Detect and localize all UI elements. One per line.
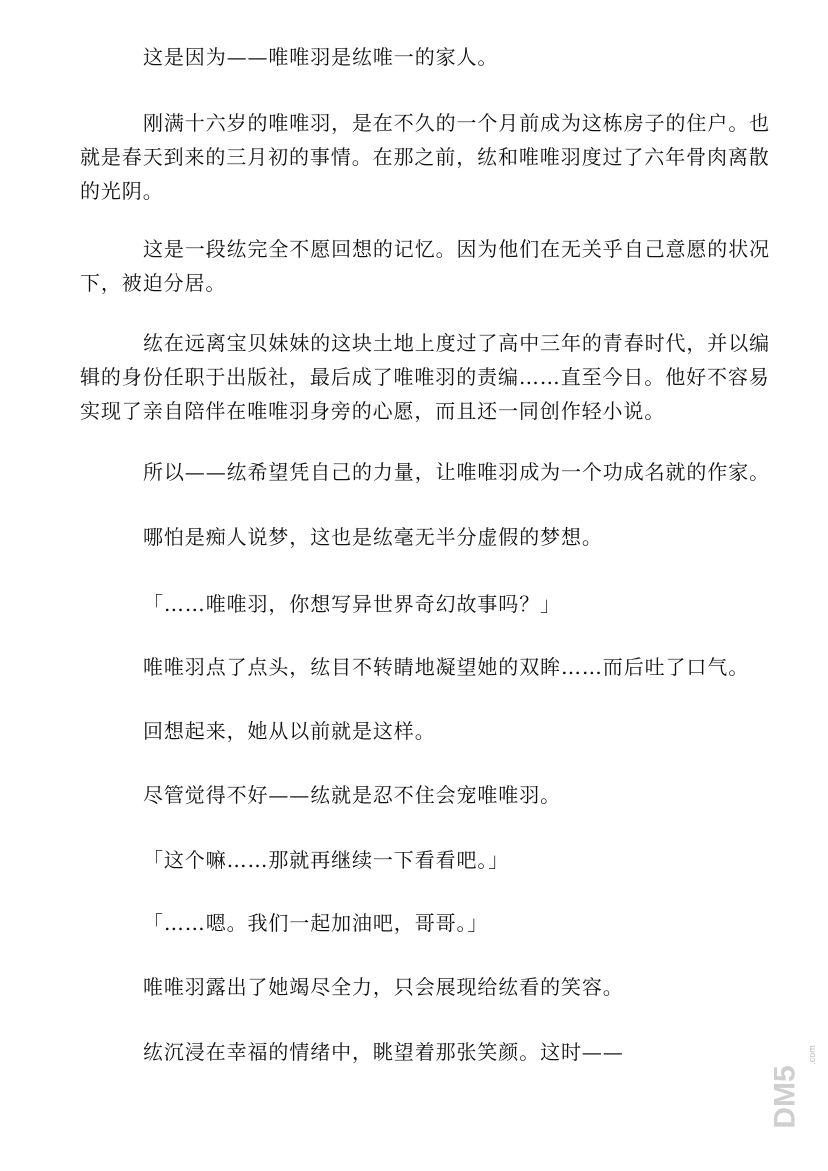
paragraph-9: 回想起来，她从以前就是这样。 (143, 719, 436, 743)
paragraph-2: 刚满十六岁的唯唯羽，是在不久的一个月前成为这栋房子的住户。也就是春天到来的三月初的事情。在那之前，纮和唯唯羽度过了六年骨肉离散的光阴。 (80, 111, 770, 203)
paragraph-10: 尽管觉得不好——纮就是忍不住会宠唯唯羽。 (143, 783, 561, 807)
paragraph-3: 这是一段纮完全不愿回想的记忆。因为他们在无关乎自己意愿的状况下，被迫分居。 (80, 237, 770, 295)
paragraph-13: 唯唯羽露出了她竭尽全力，只会展现给纮看的笑容。 (143, 975, 624, 999)
paragraph-14: 纮沉浸在幸福的情绪中，眺望着那张笑颜。这时—— (143, 1040, 624, 1064)
site-watermark (768, 1040, 824, 1160)
paragraph-12: 「……嗯。我们一起加油吧，哥哥。」 (143, 911, 489, 935)
paragraph-4: 纮在远离宝贝妹妹的这块土地上度过了高中三年的青春时代，并以编辑的身份任职于出版社，最后成了唯唯羽的责编……直至今日。他好不容易实现了亲自陪伴在唯唯羽身旁的心愿，而且还一同创作轻小说。 (80, 331, 770, 423)
paragraph-7: 「……唯唯羽，你想写异世界奇幻故事吗？」 (143, 592, 561, 616)
paragraph-11: 「这个嘛……那就再继续一下看看吧。」 (143, 848, 510, 872)
paragraph-5: 所以——纮希望凭自己的力量，让唯唯羽成为一个功成名就的作家。 (143, 460, 770, 484)
watermark-suffix: .com (806, 1045, 817, 1065)
paragraph-8: 唯唯羽点了点头，纮目不转睛地凝望她的双眸……而后吐了口气。 (143, 655, 750, 679)
paragraph-1: 这是因为——唯唯羽是纮唯一的家人。 (143, 45, 499, 69)
watermark-logo: DM5 (768, 1065, 802, 1129)
paragraph-6: 哪怕是痴人说梦，这也是纮毫无半分虚假的梦想。 (143, 525, 603, 549)
